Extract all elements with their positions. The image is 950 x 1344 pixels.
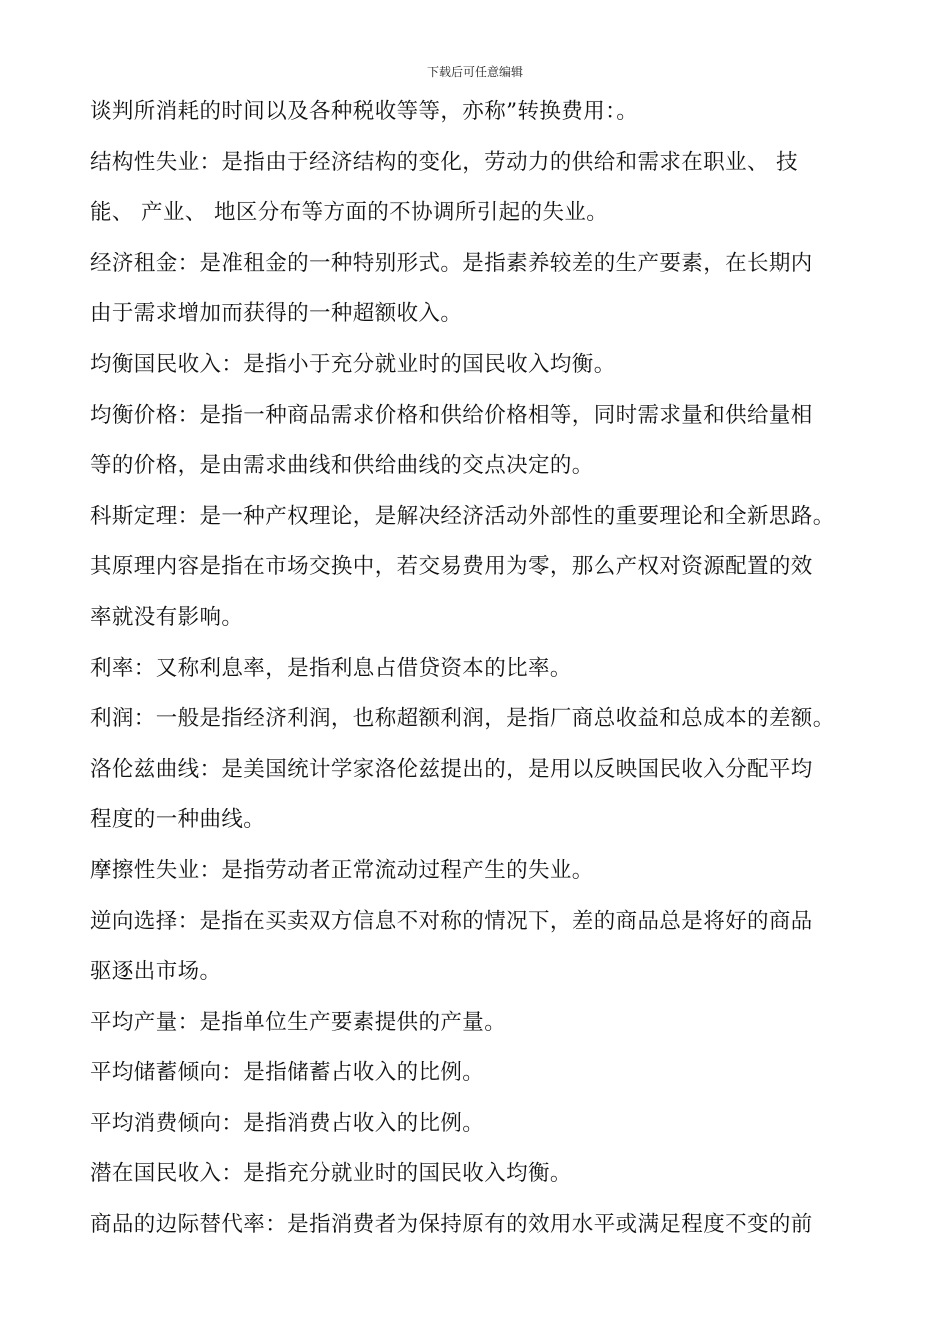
- text-line: 率就没有影响。: [90, 604, 244, 630]
- text-line: 科斯定理：是一种产权理论，是解决经济活动外部性的重要理论和全新思路。: [90, 503, 835, 529]
- text-line: 摩擦性失业：是指劳动者正常流动过程产生的失业。: [90, 857, 594, 883]
- text-line: 其原理内容是指在市场交换中，若交易费用为零，那么产权对资源配置的效: [90, 554, 813, 580]
- text-line: 均衡国民收入：是指小于充分就业时的国民收入均衡。: [90, 351, 616, 377]
- text-line: 平均储蓄倾向：是指储蓄占收入的比例。: [90, 1060, 485, 1086]
- text-line: 逆向选择：是指在买卖双方信息不对称的情况下，差的商品总是将好的商品: [90, 908, 813, 934]
- text-line: 利润：一般是指经济利润，也称超额利润，是指厂商总收益和总成本的差额。: [90, 706, 835, 732]
- text-line: 平均消费倾向：是指消费占收入的比例。: [90, 1110, 485, 1136]
- text-line: 潜在国民收入：是指充分就业时的国民收入均衡。: [90, 1161, 572, 1187]
- text-line: 利率：又称利息率，是指利息占借贷资本的比率。: [90, 655, 572, 681]
- text-line: 均衡价格：是指一种商品需求价格和供给价格相等，同时需求量和供给量相: [90, 402, 813, 428]
- page-header: 下载后可任意编辑: [426, 65, 523, 79]
- text-line: 谈判所消耗的时间以及各种税收等等，亦称”转换费用：。: [90, 99, 639, 124]
- document-body: [90, 93, 880, 1257]
- text-line: 平均产量：是指单位生产要素提供的产量。: [90, 1009, 507, 1035]
- text-line: 驱逐出市场。: [90, 959, 222, 985]
- text-line: 程度的一种曲线。: [90, 807, 266, 833]
- text-line: 商品的边际替代率：是指消费者为保持原有的效用水平或满足程度不变的前: [90, 1212, 813, 1238]
- text-line: 经济租金：是准租金的一种特别形式。是指素养较差的生产要素，在长期内: [90, 250, 813, 276]
- text-line: 结构性失业：是指由于经济结构的变化，劳动力的供给和需求在职业、 技: [90, 149, 799, 175]
- text-line: 洛伦兹曲线：是美国统计学家洛伦兹提出的，是用以反映国民收入分配平均: [90, 756, 813, 782]
- text-line: 能、 产业、 地区分布等方面的不协调所引起的失业。: [90, 200, 609, 226]
- text-line: 由于需求增加而获得的一种超额收入。: [90, 301, 463, 327]
- text-line: 等的价格，是由需求曲线和供给曲线的交点决定的。: [90, 453, 594, 479]
